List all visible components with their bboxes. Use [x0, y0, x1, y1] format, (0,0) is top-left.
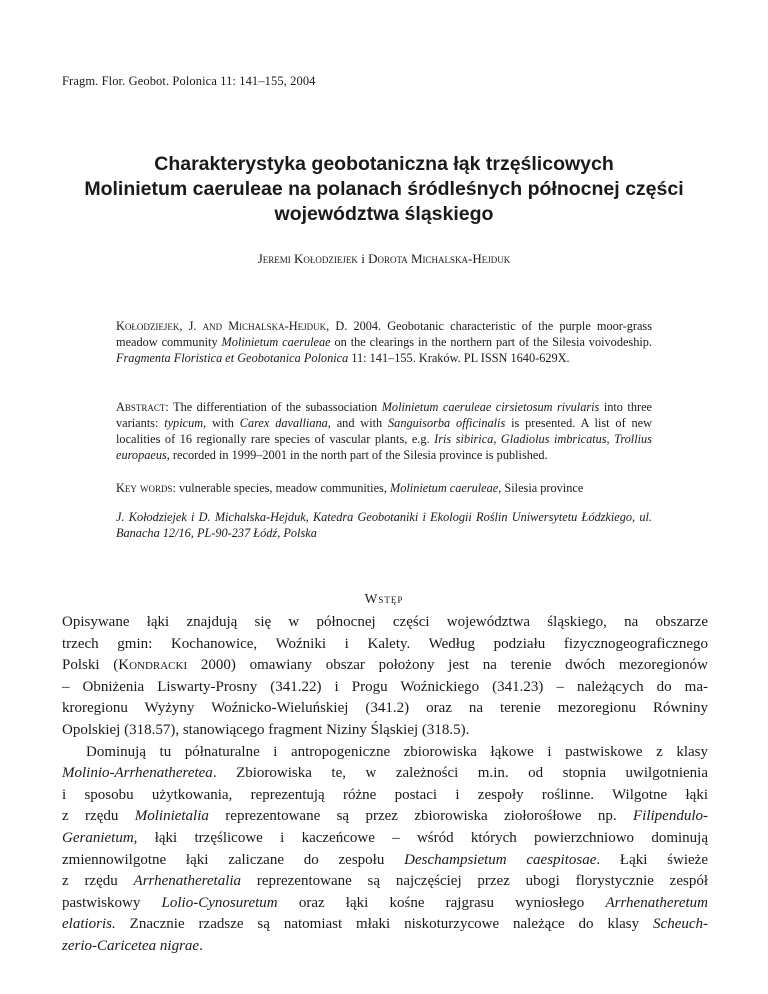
text-fragment: Polski (	[62, 657, 119, 674]
author-first-name: Jeremi	[257, 251, 291, 266]
text-fragment: z rzędu	[62, 808, 135, 825]
text-fragment: , łąki trzęślicowe i kaczeńcowe – wśród których powierzchniowo dominują	[133, 829, 708, 846]
abstract-label: Abstract:	[116, 400, 169, 414]
species-name: Geranietum	[62, 829, 134, 846]
abstract-text: , recorded in 1999–2001 in the north part of the Silesia province is published.	[166, 447, 548, 462]
text-line: trzech gmin: Kochanowice, Woźniki i Kalety. Według podziału fizycznogeograficznego	[62, 635, 708, 652]
text-fragment: z rzędu	[62, 873, 134, 890]
citation-text: on the clearings in the northern part of the Silesia voivodeship.	[334, 334, 653, 349]
text-fragment: oraz łąki kośne rajgrasu wyniosłego	[277, 894, 606, 911]
text-fragment: zmiennowilgotne łąki zaliczane do zespołu	[62, 851, 405, 868]
authors	[60, 251, 708, 267]
affiliation: J. Kołodziejek i D. Michalska-Hejduk, Katedra Geobotaniki i Ekologii Roślin Uniwersytetu Łódzkiego, ul. Banacha 12/16, PL-90-237 Łódź, Polska	[116, 510, 652, 540]
author-last-name: Kołodziejek	[294, 251, 358, 266]
abstract-text: , and with	[327, 415, 383, 430]
text-line	[62, 763, 708, 785]
text-line: kroregionu Wyżyny Woźnicko-Wieluńskiej (341.2) oraz na terenie mezoregionu Równiny	[62, 700, 708, 717]
text-line	[62, 806, 708, 828]
species-name: Lolio-Cynosuretum	[161, 894, 278, 911]
text-line	[62, 655, 708, 677]
text-fragment: reprezentowane są przez zbiorowiska ziołorośłowe np.	[208, 808, 634, 825]
keywords-text: , Silesia province	[498, 481, 584, 495]
text-line	[62, 914, 708, 936]
article-title	[60, 152, 708, 227]
author-last-name: Michalska-Hejduk	[410, 251, 511, 266]
species-name: Filipendulo-	[633, 808, 709, 825]
text-line	[62, 850, 708, 872]
abstract-text: into three variants:	[116, 400, 653, 430]
reference-author: Kondracki	[118, 657, 188, 674]
text-line: Opisywane łąki znajdują się w północnej części województwa śląskiego, na obszarze	[62, 614, 708, 630]
title-line: województwa śląskiego	[274, 203, 494, 225]
text-fragment: . Łąki świeże	[596, 851, 708, 868]
abstract-text: , with	[203, 415, 234, 430]
paragraph	[62, 742, 708, 958]
text-line: Dominują tu półnaturalne i antropogeniczne zbiorowiska łąkowe i pastwiskowe z klasy	[86, 743, 708, 760]
citation-species: Molinietum caeruleae	[221, 334, 331, 349]
abstract-species: Carex davalliana	[239, 415, 328, 430]
abstract-species: Molinietum caeruleae cirsietosum rivularis	[381, 400, 600, 414]
abstract-block	[116, 400, 652, 464]
keywords-text: vulnerable species, meadow communities,	[178, 481, 387, 495]
abstract-text: The differentiation of the subassociation	[173, 400, 378, 414]
keywords-block	[116, 481, 652, 497]
text-line	[62, 828, 708, 850]
text-fragment: . Zbiorowiska te, w zależności m.in. od stopnia uwilgotnienia	[212, 765, 708, 782]
text-line: Opolskiej (318.57), stanowiącego fragment Niziny Śląskiej (318.5).	[62, 721, 470, 738]
paragraph	[62, 612, 708, 742]
citation-text: Geobotanic characteristic of the purple moor-grass meadow community	[116, 319, 653, 349]
citation-block	[116, 319, 652, 367]
text-fragment: 2000) omawiany obszar położony jest na terenie dwóch mezoregionów	[187, 657, 708, 674]
text-line	[62, 893, 708, 915]
text-line: i sposobu użytkowania, reprezentują różne postaci i zespoły roślinne. Wilgotne łąki	[62, 786, 708, 803]
author-connector: i	[361, 251, 365, 266]
species-name: Arrhenatheretalia	[133, 873, 242, 890]
abstract-species: typicum	[164, 415, 204, 430]
citation-authors: Kołodziejek, J. and Michalska-Hejduk, D. 2004.	[116, 319, 382, 333]
species-name: Deschampsietum caespitosae	[404, 851, 597, 868]
species-name: Molinio-Arrhenatheretea	[62, 765, 213, 782]
author-first-name: Dorota	[368, 251, 408, 266]
citation-text: 11: 141–155. Kraków. PL ISSN 1640-629X.	[351, 350, 570, 365]
species-name: zerio-Caricetea nigrae	[62, 937, 200, 954]
species-name: Molinietalia	[134, 808, 209, 825]
text-fragment: Znacznie rzadsze są natomiast młaki niskoturzycowe należące do klasy	[115, 916, 654, 933]
abstract-species: Iris sibirica, Gladiolus imbricatus, Trollius europaeus	[116, 431, 652, 462]
title-line: Molinietum caeruleae na polanach śródleśnych północnej części	[84, 178, 684, 200]
species-name: elatioris.	[62, 916, 116, 933]
text-fragment: reprezentowane są najczęściej przez ubogi florystycznie zespół	[241, 873, 709, 890]
text-fragment: pastwiskowy	[62, 894, 162, 911]
abstract-text: is presented. A list of new localities of 16 regionally rare species of vascular plants, e.g.	[116, 415, 652, 446]
text-line	[62, 936, 708, 958]
species-name: Scheuch-	[653, 916, 708, 933]
text-line	[62, 871, 708, 893]
species-name: Arrhenatheretum	[605, 894, 708, 911]
section-heading: Wstęp	[364, 591, 404, 606]
keywords-species: Molinietum caeruleae	[390, 481, 499, 495]
title-line: Charakterystyka geobotaniczna łąk trzęślicowych	[154, 153, 614, 175]
journal-reference: Fragm. Flor. Geobot. Polonica 11: 141–155, 2004	[62, 74, 316, 88]
citation-journal: Fragmenta Floristica et Geobotanica Polonica	[116, 350, 349, 365]
abstract-species: Sanguisorba officinalis	[388, 415, 506, 430]
keywords-label: Key words:	[116, 481, 176, 495]
text-line: – Obniżenia Liswarty-Prosny (341.22) i Progu Woźnickiego (341.23) – należących do ma-	[62, 678, 708, 695]
text-fragment: .	[199, 937, 203, 954]
body-text	[62, 612, 708, 958]
